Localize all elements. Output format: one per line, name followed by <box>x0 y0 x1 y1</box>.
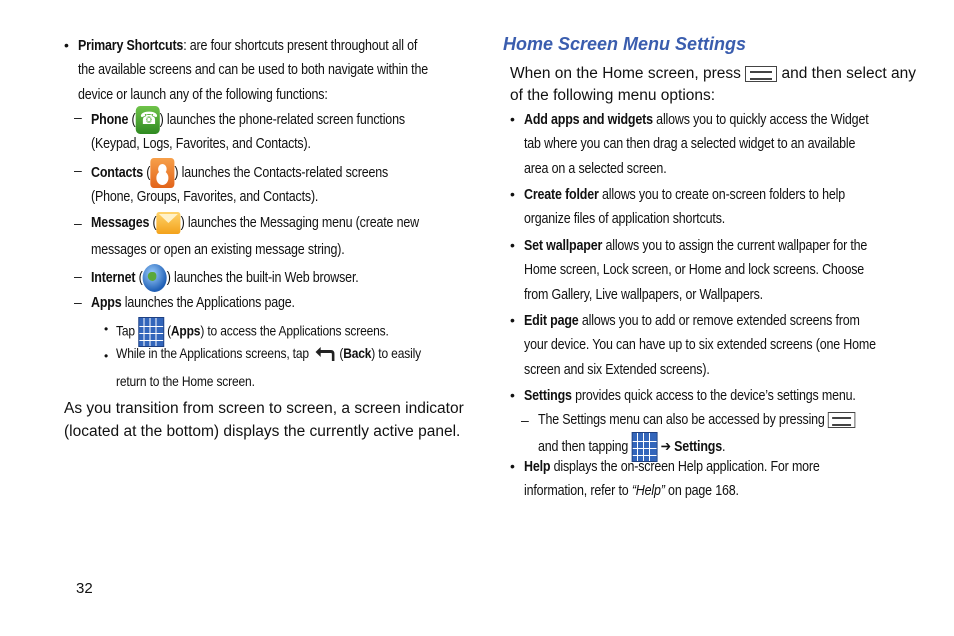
dash: – <box>74 162 82 178</box>
intro-line2: of the following menu options: <box>510 87 716 104</box>
dash: – <box>74 215 82 231</box>
apps-tap-line: Tap (Apps) to access the Applications screens. <box>116 317 389 347</box>
add-apps-line2: tab where you can then drag a selected widget to an available <box>524 136 856 152</box>
menu-key-icon <box>745 66 777 82</box>
bullet: • <box>510 186 515 202</box>
wallpaper-line1: Set wallpaper allows you to assign the current wallpaper for the <box>524 238 868 254</box>
phone-line2: (Keypad, Logs, Favorites, and Contacts). <box>91 136 311 152</box>
section-heading: Home Screen Menu Settings <box>503 34 747 54</box>
phone-line1: Phone (☎ ) launches the phone-related screen functions <box>91 106 405 134</box>
create-folder-line1: Create folder allows you to create on-screen folders to help <box>524 187 845 203</box>
intro-line1: When on the Home screen, press and then select any <box>510 65 916 82</box>
primary-shortcuts-line2: the available screens and can be used to both navigate within the <box>78 62 429 78</box>
internet-line1: Internet ( ) launches the built-in Web browser. <box>91 264 359 292</box>
contacts-line2: (Phone, Groups, Favorites, and Contacts). <box>91 189 319 205</box>
transition-line1: As you transition from screen to screen, a screen indicator <box>64 400 464 417</box>
dash: – <box>74 109 82 125</box>
bullet: • <box>510 312 515 328</box>
dash: – <box>74 268 82 284</box>
menu-key-icon <box>828 412 856 428</box>
help-reference-link[interactable]: “Help” <box>631 483 665 499</box>
bullet: • <box>64 37 69 53</box>
dash: – <box>74 294 82 310</box>
apps-line1: Apps launches the Applications page. <box>91 295 295 311</box>
add-apps-line3: area on a selected screen. <box>524 161 667 177</box>
settings-sub-line2: and then tapping ➔ Settings. <box>538 432 725 462</box>
wallpaper-line2: Home screen, Lock screen, or Home and lock screens. Choose <box>524 262 865 278</box>
internet-icon <box>143 264 167 292</box>
messages-line1: Messages ( ) launches the Messaging menu (create new <box>91 212 419 234</box>
help-line1: Help displays the on-screen Help application. For more <box>524 459 820 475</box>
arrow-icon: ➔ <box>660 438 671 455</box>
edit-page-line2: your device. You can have up to six extended screens (one Home <box>524 337 876 353</box>
apps-icon <box>138 317 164 347</box>
edit-page-line3: screen and six Extended screens). <box>524 362 710 378</box>
bullet: • <box>510 458 515 474</box>
sub-bullet: • <box>104 349 109 363</box>
wallpaper-line3: from Gallery, Live wallpapers, or Wallpapers. <box>524 287 763 303</box>
sub-bullet: • <box>104 322 109 336</box>
page-number: 32 <box>76 580 93 597</box>
add-apps-line1: Add apps and widgets allows you to quickly access the Widget <box>524 112 869 128</box>
edit-page-line1: Edit page allows you to add or remove extended screens from <box>524 313 860 329</box>
create-folder-line2: organize files of application shortcuts. <box>524 211 726 227</box>
bullet: • <box>510 237 515 253</box>
contacts-icon <box>150 158 174 188</box>
primary-shortcuts-line3: device or launch any of the following functions: <box>78 87 328 103</box>
back-tap-line2: return to the Home screen. <box>116 373 255 389</box>
messages-line2: messages or open an existing message string). <box>91 242 345 258</box>
transition-line2: (located at the bottom) displays the currently active panel. <box>64 423 461 440</box>
settings-line1: Settings provides quick access to the device’s settings menu. <box>524 388 856 404</box>
help-line2: information, refer to “Help” on page 168. <box>524 483 739 499</box>
dash: – <box>521 412 529 428</box>
settings-sub-line1: The Settings menu can also be accessed by pressing <box>538 412 856 428</box>
bullet: • <box>510 387 515 403</box>
back-icon <box>312 346 336 362</box>
bullet: • <box>510 111 515 127</box>
back-tap-line: While in the Applications screens, tap (Back) to easily <box>116 345 421 361</box>
primary-shortcuts-line1: Primary Shortcuts: are four shortcuts present throughout all of <box>78 38 418 54</box>
messages-icon <box>157 212 181 234</box>
contacts-line1: Contacts ( ) launches the Contacts-related screens <box>91 158 388 188</box>
phone-icon <box>136 106 160 134</box>
apps-icon <box>631 432 657 462</box>
